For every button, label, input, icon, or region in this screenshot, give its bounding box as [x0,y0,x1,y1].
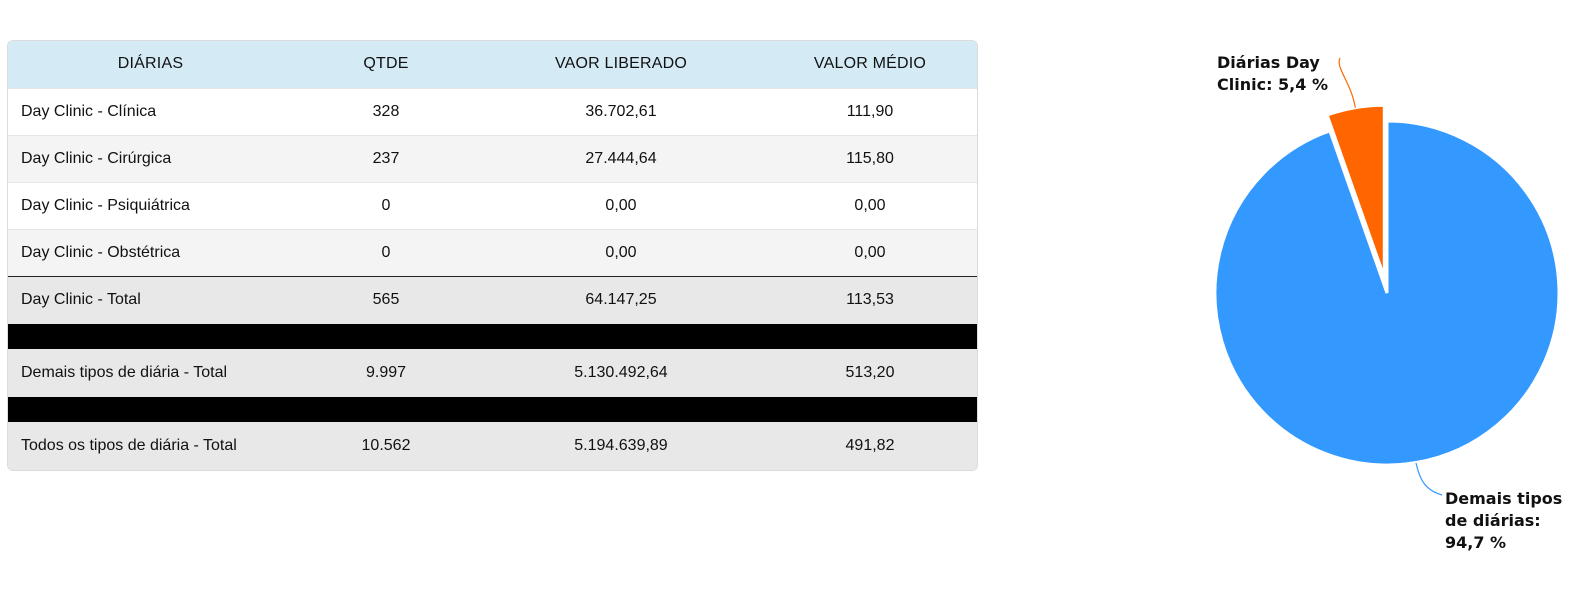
day-clinic-total-row [8,276,977,324]
row-name: Day Clinic - Obstétrica [21,243,181,261]
row-valor-medio: 113,53 [846,291,894,309]
row-qtde: 0 [381,196,391,214]
row-valor-medio: 111,90 [846,102,894,120]
row-qtde: 10.562 [361,437,411,454]
diarias-table-container [7,40,978,471]
header-valor-liberado: VAOR LIBERADO [554,55,688,73]
row-valor-medio: 513,20 [845,364,895,381]
row-valor-liberado: 5.130.492,64 [574,364,668,381]
separator-row [8,324,977,349]
row-name: Day Clinic - Psiquiátrica [21,196,190,214]
row-name: Demais tipos de diária - Total [21,364,228,381]
header-valor-medio: VALOR MÉDIO [813,55,927,73]
pie-slice-demais [1215,121,1559,465]
diarias-table [8,41,977,470]
label-line: 94,7 % [1445,533,1507,552]
row-qtde: 328 [372,102,400,120]
row-qtde: 565 [372,291,400,309]
label-line: Diárias Day [1217,53,1320,72]
table-row [8,135,977,182]
row-valor-liberado: 64.147,25 [585,291,657,309]
label-connector-day-clinic [1339,58,1355,108]
table-header-row [8,41,977,88]
label-line: Clinic: 5,4 % [1217,75,1328,94]
pie-chart [1190,40,1580,560]
row-valor-medio: 491,82 [845,437,895,454]
row-valor-medio: 0,00 [854,243,886,261]
pie-label-day-clinic [1217,53,1328,94]
label-line: Demais tipos [1445,489,1563,508]
row-qtde: 9.997 [365,364,407,381]
row-qtde: 237 [372,149,400,167]
row-valor-medio: 115,80 [846,149,894,167]
row-valor-medio: 0,00 [854,196,886,214]
row-valor-liberado: 36.702,61 [585,102,657,120]
row-valor-liberado: 27.444,64 [585,149,657,167]
row-name: Day Clinic - Cirúrgica [21,149,172,167]
table-row [8,88,977,135]
table-row [8,182,977,229]
pie-label-demais [1445,489,1568,552]
row-valor-liberado: 0,00 [605,196,637,214]
todos-total-row [8,422,977,470]
separator-row [8,397,977,422]
label-line: de diárias: [1445,511,1541,530]
row-qtde: 0 [381,243,391,261]
row-name: Todos os tipos de diária - Total [21,437,237,454]
header-diarias: DIÁRIAS [117,55,184,73]
header-qtde: QTDE [363,55,409,73]
row-valor-liberado: 0,00 [605,243,637,261]
table-row [8,229,977,276]
row-valor-liberado: 5.194.639,89 [574,437,668,454]
demais-total-row [8,349,977,397]
row-name: Day Clinic - Clínica [21,102,157,120]
row-name: Day Clinic - Total [21,291,141,309]
label-connector-demais [1416,463,1442,495]
